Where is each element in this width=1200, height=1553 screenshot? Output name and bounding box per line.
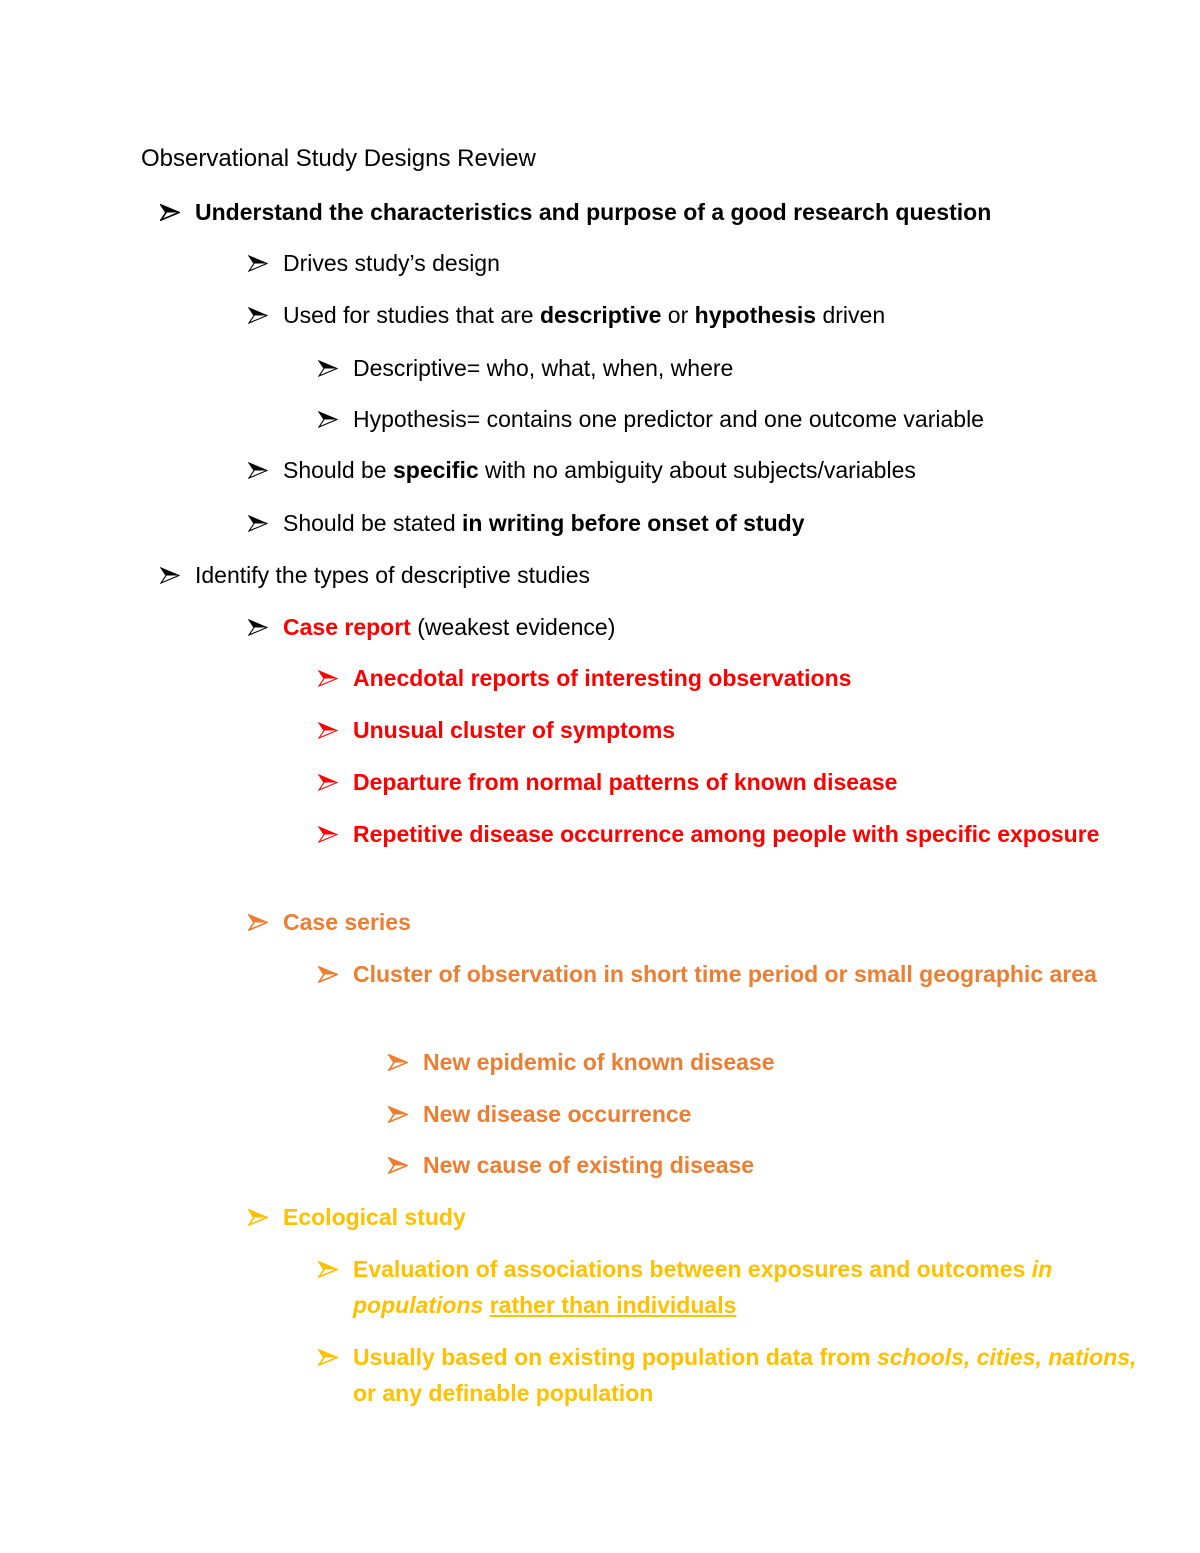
text-segment: Identify the types of descriptive studies bbox=[195, 562, 591, 588]
text-segment: Usually based on existing population data from bbox=[353, 1344, 877, 1370]
arrowhead-bullet-icon bbox=[318, 360, 338, 377]
text-segment: hypothesis bbox=[694, 302, 817, 328]
list-item bbox=[353, 660, 1140, 696]
text-segment: Drives study’s design bbox=[283, 250, 500, 276]
list-item bbox=[423, 1044, 1140, 1080]
text-segment: or bbox=[661, 302, 695, 328]
text-segment: New cause of existing disease bbox=[423, 1152, 755, 1178]
text-segment: Repetitive disease occurrence among people with specific exposure bbox=[353, 821, 1100, 847]
arrowhead-bullet-icon bbox=[248, 255, 268, 272]
list-item-text bbox=[195, 557, 1140, 593]
list-item-text bbox=[283, 1199, 1140, 1235]
list-item bbox=[353, 712, 1140, 748]
list-item bbox=[283, 505, 1140, 541]
text-segment: Should be bbox=[283, 457, 393, 483]
arrowhead-bullet-icon bbox=[248, 1209, 268, 1226]
list-item-text bbox=[283, 505, 1140, 541]
list-item bbox=[423, 1147, 1140, 1183]
arrowhead-bullet-icon bbox=[388, 1157, 408, 1174]
list-item-text bbox=[353, 956, 1140, 992]
list-item bbox=[283, 904, 1140, 940]
list-item-text bbox=[283, 609, 1140, 645]
text-segment: Anecdotal reports of interesting observations bbox=[353, 665, 852, 691]
list-item-text bbox=[353, 401, 1140, 437]
arrowhead-bullet-icon bbox=[318, 774, 338, 791]
arrowhead-bullet-icon bbox=[318, 411, 338, 428]
text-segment: Departure from normal patterns of known disease bbox=[353, 769, 898, 795]
list-item bbox=[353, 1251, 1140, 1323]
text-segment: Ecological study bbox=[283, 1204, 466, 1230]
list-item-text bbox=[423, 1044, 1140, 1080]
text-segment: Unusual cluster of symptoms bbox=[353, 717, 676, 743]
list-item-text bbox=[353, 660, 1140, 696]
arrowhead-bullet-icon bbox=[318, 1349, 338, 1366]
arrowhead-bullet-icon bbox=[318, 966, 338, 983]
list-item bbox=[283, 1199, 1140, 1235]
list-item-text bbox=[353, 350, 1140, 386]
list-item bbox=[353, 956, 1140, 992]
list-item bbox=[353, 1339, 1140, 1411]
text-segment: Descriptive= who, what, when, where bbox=[353, 355, 734, 381]
arrowhead-bullet-icon bbox=[388, 1106, 408, 1123]
list-item bbox=[353, 764, 1140, 800]
text-segment: descriptive bbox=[539, 302, 662, 328]
arrowhead-bullet-icon bbox=[388, 1054, 408, 1071]
text-segment: in populations bbox=[353, 1256, 1053, 1318]
arrowhead-bullet-icon bbox=[318, 670, 338, 687]
document-title: Observational Study Designs Review bbox=[141, 145, 536, 172]
text-segment: with no ambiguity about subjects/variables bbox=[478, 457, 916, 483]
list-item-text bbox=[283, 904, 1140, 940]
text-segment: Understand the characteristics and purpose of a good research question bbox=[195, 199, 992, 225]
text-segment: rather than individuals bbox=[489, 1292, 737, 1318]
list-item-text bbox=[195, 194, 1140, 230]
arrowhead-bullet-icon bbox=[248, 515, 268, 532]
list-item-text bbox=[353, 764, 1140, 800]
text-segment: Evaluation of associations between exposures and outcomes bbox=[353, 1256, 1032, 1282]
text-segment: Cluster of observation in short time period or small geographic area bbox=[353, 961, 1097, 987]
list-item-text bbox=[353, 1339, 1140, 1411]
list-item bbox=[353, 816, 1140, 852]
arrowhead-bullet-icon bbox=[318, 1261, 338, 1278]
text-segment: in writing before onset of study bbox=[462, 510, 805, 536]
text-segment: New epidemic of known disease bbox=[423, 1049, 775, 1075]
text-segment: driven bbox=[816, 302, 886, 328]
arrowhead-bullet-icon bbox=[160, 204, 180, 221]
arrowhead-bullet-icon bbox=[248, 914, 268, 931]
list-item-text bbox=[423, 1147, 1140, 1183]
list-item-text bbox=[353, 1251, 1140, 1323]
list-item-text bbox=[283, 245, 1140, 281]
list-item bbox=[283, 609, 1140, 645]
list-item-text bbox=[283, 297, 1140, 333]
list-item bbox=[195, 194, 1140, 230]
list-item bbox=[353, 401, 1140, 437]
list-item-text bbox=[353, 816, 1140, 852]
arrowhead-bullet-icon bbox=[248, 619, 268, 636]
text-segment: schools, cities, nations, bbox=[876, 1344, 1137, 1370]
text-segment: specific bbox=[392, 457, 479, 483]
text-segment: Should be stated bbox=[283, 510, 463, 536]
arrowhead-bullet-icon bbox=[248, 462, 268, 479]
text-segment: (weakest evidence) bbox=[410, 614, 616, 640]
arrowhead-bullet-icon bbox=[248, 307, 268, 324]
text-segment: Used for studies that are bbox=[283, 302, 540, 328]
list-item bbox=[423, 1096, 1140, 1132]
text-segment: or any definable population bbox=[353, 1380, 654, 1406]
list-item-text bbox=[353, 712, 1140, 748]
list-item bbox=[353, 350, 1140, 386]
text-segment: Hypothesis= contains one predictor and one outcome variable bbox=[353, 406, 984, 432]
list-item bbox=[283, 245, 1140, 281]
list-item-text bbox=[283, 452, 1140, 488]
text-segment: Case series bbox=[283, 909, 411, 935]
list-item-text bbox=[423, 1096, 1140, 1132]
text-segment: Case report bbox=[283, 614, 411, 640]
arrowhead-bullet-icon bbox=[318, 722, 338, 739]
text-segment: New disease occurrence bbox=[423, 1101, 692, 1127]
list-item bbox=[283, 297, 1140, 333]
list-item bbox=[195, 557, 1140, 593]
arrowhead-bullet-icon bbox=[160, 567, 180, 584]
arrowhead-bullet-icon bbox=[318, 826, 338, 843]
list-item bbox=[283, 452, 1140, 488]
